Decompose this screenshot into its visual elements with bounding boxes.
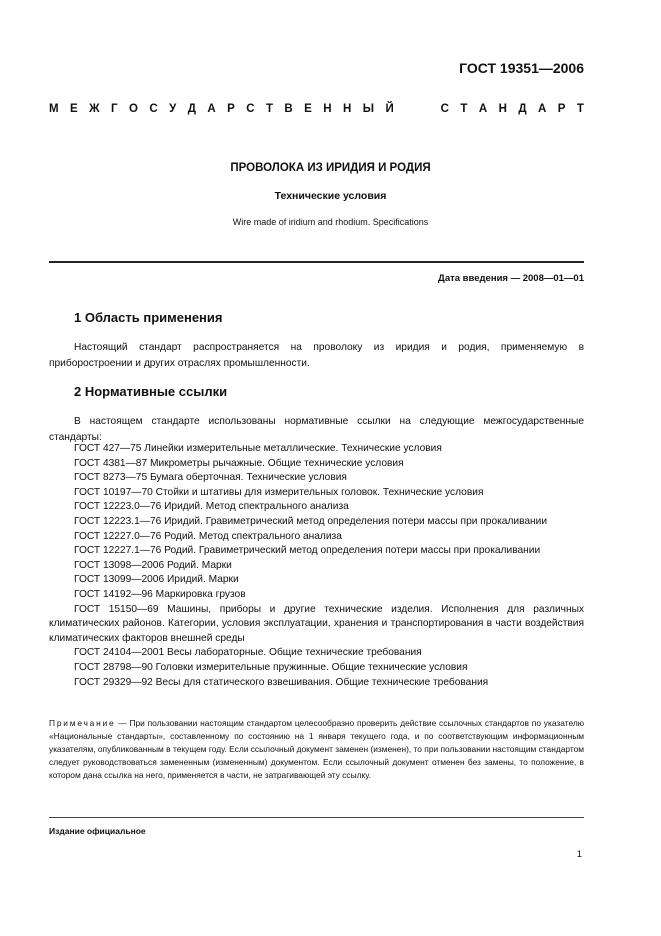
reference-item: ГОСТ 14192—96 Маркировка грузов: [74, 588, 246, 600]
banner-letter: А: [478, 103, 488, 115]
note-label: Примечание: [49, 718, 116, 728]
banner-letter: Д: [518, 103, 527, 115]
banner-letter: Е: [304, 103, 312, 115]
reference-item: ГОСТ 13099—2006 Иридий. Марки: [74, 574, 239, 586]
banner-letter: А: [207, 103, 216, 115]
reference-item: ГОСТ 15150—69 Машины, приборы и другие технические изделия. Исполнения для различных климатических районов. Категории, условия эксплуатации, хранения и транспортирования в части воздействия климатических факторов внешней среды: [49, 603, 584, 644]
banner-letter: С: [149, 103, 158, 115]
title-divider: [49, 261, 584, 263]
banner-word-gap: [405, 103, 429, 115]
banner-letter: А: [537, 103, 547, 115]
reference-item: ГОСТ 12227.1—76 Родий. Гравиметрический метод определения потери массы при прокаливании: [74, 545, 541, 557]
banner-letter: Н: [343, 103, 352, 115]
reference-item: ГОСТ 24104—2001 Весы лабораторные. Общие технические требования: [74, 647, 422, 659]
document-id: ГОСТ 19351—2006: [459, 60, 584, 76]
section-2-heading: 2 Нормативные ссылки: [74, 384, 228, 399]
reference-item: ГОСТ 12223.0—76 Иридий. Метод спектрального анализа: [74, 501, 349, 513]
reference-item: ГОСТ 427—75 Линейки измерительные металлические. Технические условия: [74, 443, 442, 454]
section-1-text: Настоящий стандарт распространяется на проволоку из иридия и родия, применяемую в приборостроении и других отраслях промышленности.: [49, 342, 584, 369]
reference-item: ГОСТ 28798—90 Головки измерительные пружинные. Общие технические условия: [74, 661, 468, 673]
banner-letter: Р: [557, 103, 566, 115]
banner-letter: Г: [110, 103, 118, 115]
reference-item: ГОСТ 29329—92 Весы для статического взвешивания. Общие технические требования: [74, 676, 489, 688]
reference-item: ГОСТ 8273—75 Бумага оберточная. Технические условия: [74, 472, 347, 484]
section-1-heading: 1 Область применения: [74, 310, 223, 325]
reference-item: ГОСТ 12227.0—76 Родий. Метод спектрального анализа: [74, 530, 342, 542]
reference-item: ГОСТ 4381—87 Микрометры рычажные. Общие технические условия: [74, 457, 404, 469]
banner-letter: У: [169, 103, 177, 115]
banner-letter: Ж: [89, 103, 100, 115]
banner-letter: Т: [265, 103, 273, 115]
reference-item: ГОСТ 10197—70 Стойки и штативы для измерительных головок. Технические условия: [74, 486, 484, 498]
banner-letter: С: [440, 103, 449, 115]
introduction-date: Дата введения — 2008—01—01: [438, 273, 584, 284]
banner-letter: М: [49, 103, 59, 115]
standard-type-banner: [49, 103, 584, 115]
banner-letter: Е: [70, 103, 78, 115]
edition-label: Издание официальное: [49, 826, 146, 836]
banner-letter: Т: [576, 103, 584, 115]
reference-item: ГОСТ 13098—2006 Родий. Марки: [74, 559, 232, 571]
banner-letter: Н: [498, 103, 507, 115]
banner-letter: Д: [187, 103, 196, 115]
section-2-intro: В настоящем стандарте использованы нормативные ссылки на следующие межгосударственные стандарты:: [49, 416, 584, 443]
document-title: ПРОВОЛОКА ИЗ ИРИДИЯ И РОДИЯ: [230, 162, 431, 174]
reference-list: [49, 442, 584, 690]
banner-letter: О: [128, 103, 138, 115]
banner-letter: Н: [323, 103, 332, 115]
reference-item: ГОСТ 12223.1—76 Иридий. Гравиметрический метод определения потери массы при прокаливании: [74, 515, 548, 527]
banner-letter: В: [284, 103, 293, 115]
banner-letter: С: [246, 103, 255, 115]
banner-letter: Р: [227, 103, 235, 115]
note: [49, 717, 584, 782]
banner-letter: Т: [460, 103, 468, 115]
english-title: Wire made of iridium and rhodium. Specifications: [232, 217, 429, 227]
banner-letter: Ы: [362, 103, 375, 115]
banner-letter: Й: [385, 103, 394, 115]
document-subtitle: Технические условия: [274, 190, 387, 202]
note-text: — При пользовании настоящим стандартом целесообразно проверить действие ссылочных стандартов по указателю «Национальные стандарты», составленному по состоянию на 1 января текущего года, и по соответствующим информационным указателям, опубликованным в текущем году. Если ссылочный документ заменен (изменен), то при пользовании настоящим стандартом следует руководствоваться замененным (измененным) документом. Если ссылочный документ отменен без замены, то положение, в котором дана ссылка на него, применяется в части, не затрагивающей эту ссылку.: [49, 718, 584, 780]
page-number: 1: [576, 849, 582, 860]
footer-divider: [49, 817, 584, 818]
